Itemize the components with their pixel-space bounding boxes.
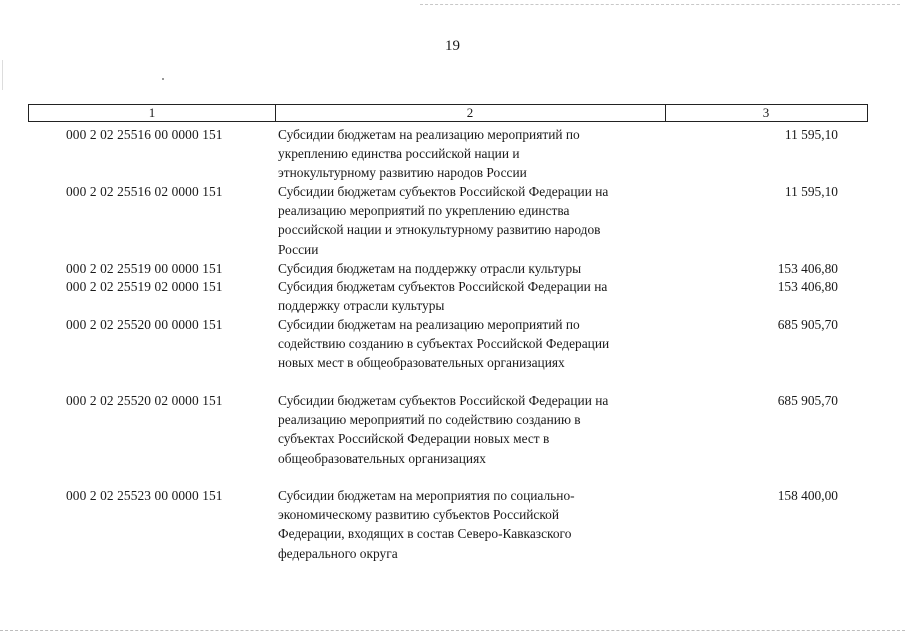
description-line: Субсидии бюджетам на реализацию мероприятий по <box>278 317 580 332</box>
description-line: содействию созданию в субъектах Российской Федерации <box>278 336 610 352</box>
column-header-2: 2 <box>275 105 666 121</box>
budget-code: 000 2 02 25516 02 0000 151 <box>66 184 223 199</box>
row-amount: 685 905,70 <box>777 317 838 332</box>
table-header <box>28 104 868 122</box>
scan-edge-top <box>420 4 900 5</box>
budget-code: 000 2 02 25520 00 0000 151 <box>66 317 223 332</box>
row-amount: 11 595,10 <box>784 127 838 142</box>
row-description <box>278 182 660 259</box>
description-line: Субсидия бюджетам на поддержку отрасли культуры <box>278 261 582 276</box>
budget-code: 000 2 02 25516 00 0000 151 <box>66 127 223 142</box>
description-line: Субсидии бюджетам субъектов Российской Федерации на <box>278 393 609 408</box>
row-description <box>278 486 660 563</box>
row-amount: 158 400,00 <box>777 488 838 503</box>
description-line: Субсидии бюджетам субъектов Российской Федерации на <box>278 184 609 199</box>
description-line: новых мест в общеобразовательных организациях <box>278 355 565 371</box>
page-number: 19 <box>445 38 460 54</box>
description-line: Субсидии бюджетам на реализацию мероприятий по <box>278 127 580 142</box>
budget-code: 000 2 02 25520 02 0000 151 <box>66 393 223 408</box>
description-line: поддержку отрасли культуры <box>278 298 445 314</box>
row-amount: 685 905,70 <box>777 393 838 408</box>
row-description <box>278 259 660 278</box>
description-line: Федерации, входящих в состав Северо-Кавказского <box>278 526 572 542</box>
scan-speck <box>2 60 3 90</box>
scan-speck <box>162 78 164 80</box>
row-amount: 11 595,10 <box>784 184 838 199</box>
description-line: реализацию мероприятий по содействию созданию в <box>278 412 581 428</box>
row-amount: 153 406,80 <box>777 279 838 294</box>
row-description <box>278 315 660 373</box>
description-line: России <box>278 241 319 257</box>
budget-code: 000 2 02 25523 00 0000 151 <box>66 488 223 503</box>
description-line: российской нации и этнокультурному развитию народов <box>278 222 601 238</box>
budget-code: 000 2 02 25519 00 0000 151 <box>66 261 223 276</box>
column-header-1: 1 <box>29 105 276 121</box>
description-line: реализацию мероприятий по укреплению единства <box>278 203 570 219</box>
description-line: Субсидии бюджетам на мероприятия по социально- <box>278 488 575 503</box>
description-line: Субсидия бюджетам субъектов Российской Федерации на <box>278 279 608 294</box>
column-header-3: 3 <box>762 105 770 120</box>
scan-edge-bottom <box>0 630 905 631</box>
row-amount: 153 406,80 <box>777 261 838 276</box>
row-description <box>278 277 660 315</box>
row-description <box>278 125 660 183</box>
row-description <box>278 391 660 468</box>
description-line: укреплению единства российской нации и <box>278 146 520 162</box>
description-line: экономическому развитию субъектов Российской <box>278 507 560 523</box>
description-line: федерального округа <box>278 545 398 561</box>
description-line: общеобразовательных организациях <box>278 450 486 466</box>
budget-code: 000 2 02 25519 02 0000 151 <box>66 279 223 294</box>
description-line: этнокультурному развитию народов России <box>278 165 527 181</box>
description-line: субъектах Российской Федерации новых мест в <box>278 431 550 447</box>
